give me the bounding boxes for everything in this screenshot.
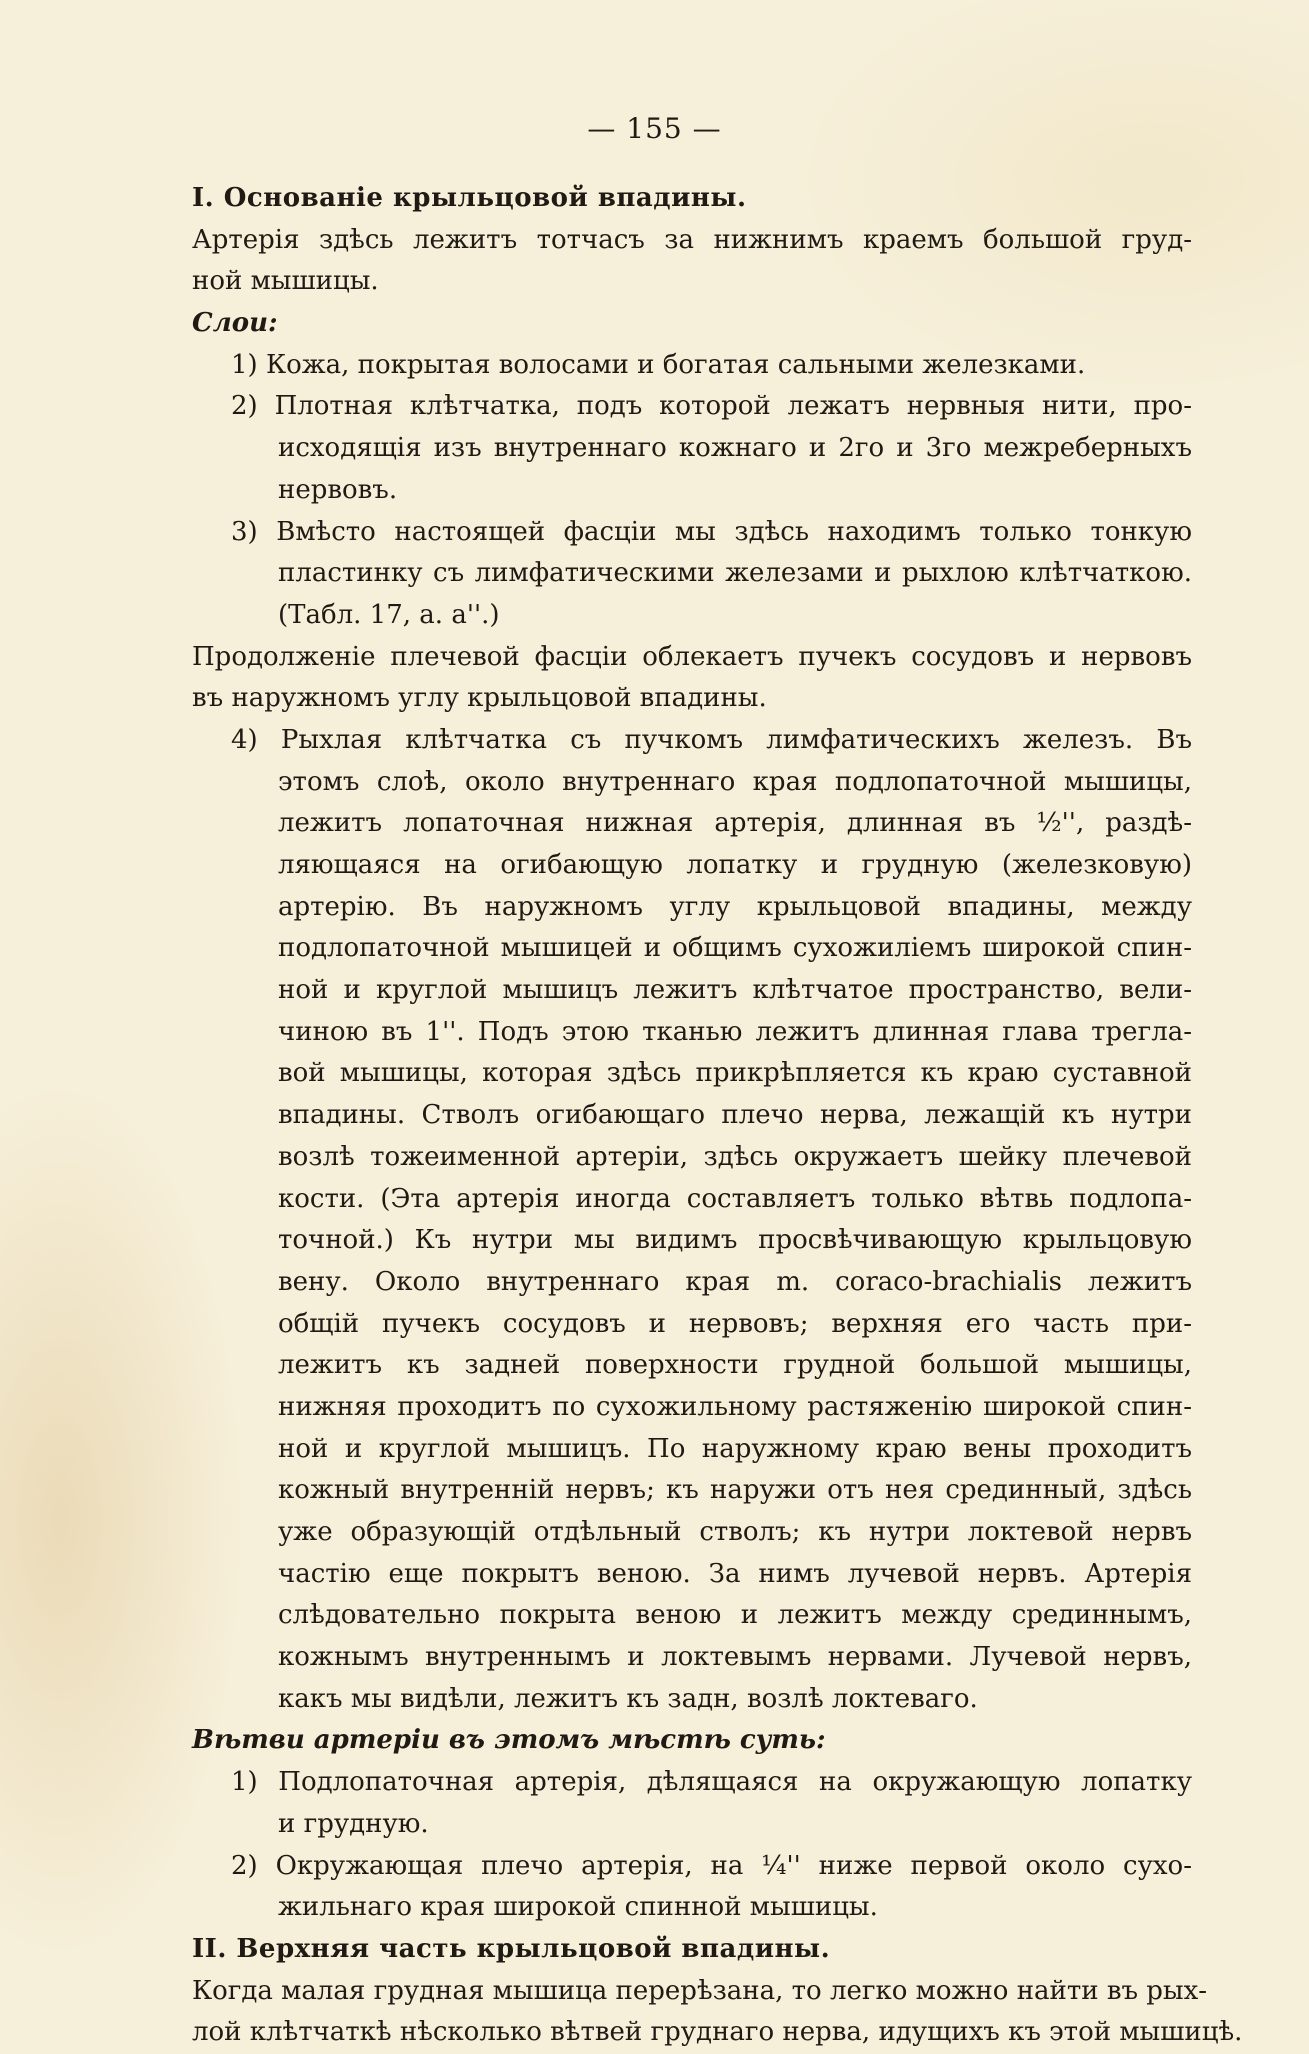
- text-line: точной.) Къ нутри мы видимъ просвѣчивающую крыльцовую: [278, 1225, 1192, 1256]
- text-line: 2) Окружающая плечо артерія, на ¼'' ниже первой около сухо-: [231, 1850, 1192, 1881]
- text-line: нервовъ.: [278, 474, 398, 505]
- text-line: лежитъ къ задней поверхности грудной большой мышицы,: [278, 1350, 1192, 1381]
- text-line: Вѣтви артеріи въ этомъ мѣстѣ суть:: [192, 1725, 826, 1756]
- text-line: Продолженіе плечевой фасціи облекаетъ пучекъ сосудовъ и нервовъ: [192, 641, 1192, 672]
- text-line: I. Основаніе крыльцовой впадины.: [192, 183, 747, 213]
- text-line: артерію. Въ наружномъ углу крыльцовой впадины, между: [278, 891, 1192, 922]
- text-line: 4) Рыхлая клѣтчатка съ пучкомъ лимфатическихъ железъ. Въ: [231, 724, 1192, 755]
- text-line: кожнымъ внутреннымъ и локтевымъ нервами. Лучевой нервъ,: [278, 1642, 1192, 1673]
- text-line: Слои:: [192, 308, 278, 339]
- text-line: лой клѣтчаткѣ нѣсколько вѣтвей груднаго нерва, идущихъ къ этой мышицѣ.: [192, 2017, 1243, 2048]
- text-line: и грудную.: [278, 1808, 429, 1839]
- text-line: возлѣ тожеименной артеріи, здѣсь окружаетъ шейку плечевой: [278, 1141, 1192, 1172]
- text-line: жильнаго края широкой спинной мышицы.: [278, 1892, 878, 1923]
- text-line: 1) Кожа, покрытая волосами и богатая сальными железками.: [231, 349, 1086, 380]
- text-line: общій пучекъ сосудовъ и нервовъ; верхняя его часть при-: [278, 1308, 1192, 1339]
- text-line: 3) Вмѣсто настоящей фасціи мы здѣсь находимъ только тонкую: [231, 516, 1192, 547]
- text-line: какъ мы видѣли, лежитъ къ задн, возлѣ локтеваго.: [278, 1683, 978, 1714]
- text-line: пластинку съ лимфатическими железами и рыхлою клѣтчаткою.: [278, 558, 1192, 589]
- text-line: II. Верхняя часть крыльцовой впадины.: [192, 1933, 831, 1964]
- text-line: кожный внутренній нервъ; къ наружи отъ нея срединный, здѣсь: [278, 1475, 1192, 1506]
- text-line: вену. Около внутреннаго края m. coraco-brachialis лежитъ: [278, 1266, 1192, 1297]
- text-line: нижняя проходитъ по сухожильному растяженію широкой спин-: [278, 1391, 1192, 1422]
- text-line: кости. (Эта артерія иногда составляетъ только вѣтвь подлопа-: [278, 1183, 1192, 1214]
- text-line: этомъ слоѣ, около внутреннаго края подлопаточной мышицы,: [278, 766, 1192, 797]
- text-line: ной и круглой мышицъ лежитъ клѣтчатое пространство, вели-: [278, 975, 1192, 1006]
- text-line: 2) Плотная клѣтчатка, подъ которой лежатъ нервныя нити, про-: [231, 391, 1192, 422]
- text-line: подлопаточной мышицей и общимъ сухожиліемъ широкой спин-: [278, 933, 1192, 964]
- text-line: въ наружномъ углу крыльцовой впадины.: [192, 683, 767, 714]
- text-line: (Табл. 17, а. а''.): [278, 599, 500, 630]
- text-line: ной мышицы.: [192, 266, 379, 297]
- text-line: исходящія изъ внутреннаго кожнаго и 2го и 3го межреберныхъ: [278, 433, 1192, 464]
- text-line: вой мышицы, которая здѣсь прикрѣпляется къ краю суставной: [278, 1058, 1192, 1089]
- page-number: — 155 —: [587, 112, 722, 145]
- text-line: частію еще покрытъ веною. За нимъ лучевой нервъ. Артерія: [278, 1558, 1192, 1589]
- text-line: ной и круглой мышицъ. По наружному краю вены проходитъ: [278, 1433, 1192, 1464]
- text-line: впадины. Стволъ огибающаго плечо нерва, лежащій къ нутри: [278, 1100, 1192, 1131]
- text-line: уже образующій отдѣльный стволъ; къ нутри локтевой нервъ: [278, 1517, 1192, 1547]
- text-line: Артерія здѣсь лежитъ тотчасъ за нижнимъ краемъ большой груд-: [192, 224, 1192, 255]
- text-line: ляющаяся на огибающую лопатку и грудную (железковую): [278, 850, 1192, 880]
- text-line: Когда малая грудная мышица перерѣзана, то легко можно найти въ рых-: [192, 1975, 1208, 2006]
- text-line: слѣдовательно покрыта веною и лежитъ между срединнымъ,: [278, 1600, 1192, 1631]
- page-body-text: [192, 178, 1243, 2054]
- text-line: чиною въ 1''. Подъ этою тканью лежитъ длинная глава трегла-: [278, 1016, 1192, 1047]
- text-line: 1) Подлопаточная артерія, дѣлящаяся на окружающую лопатку: [231, 1767, 1192, 1798]
- text-line: лежитъ лопаточная нижная артерія, длинная въ ½'', раздѣ-: [278, 808, 1192, 839]
